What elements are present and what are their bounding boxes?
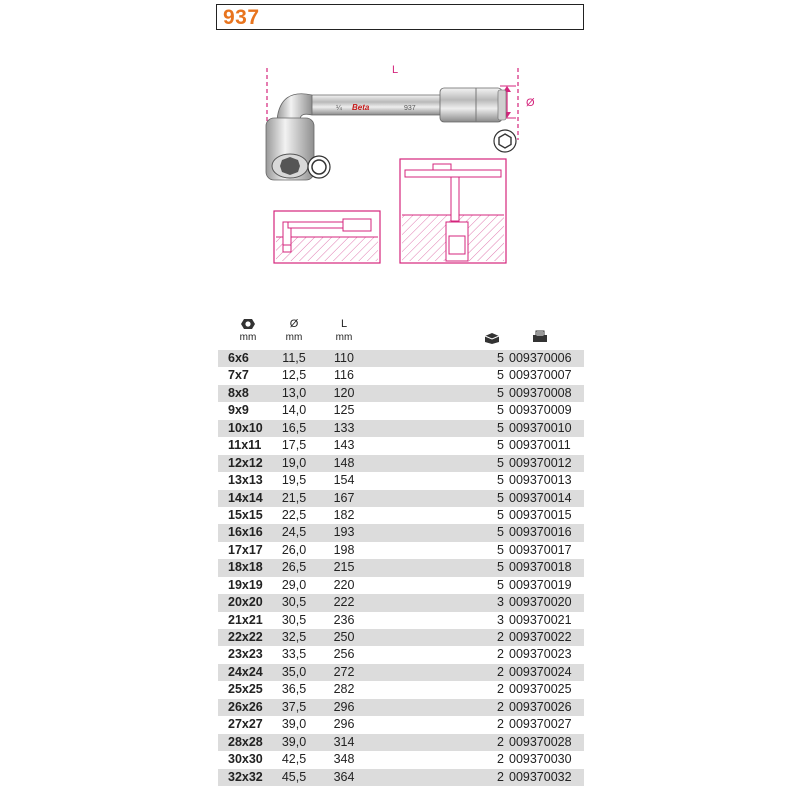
size-cell: 10x10	[228, 420, 263, 435]
length-cell: 143	[333, 438, 355, 453]
size-cell: 24x24	[228, 664, 263, 679]
size-cell: 21x21	[228, 612, 263, 627]
diameter-cell: 32,5	[281, 630, 307, 644]
product-code-cell: 009370013	[509, 473, 572, 488]
diameter-dimension-label: Ø	[526, 97, 535, 109]
table-row	[218, 507, 584, 524]
size-cell: 22x22	[228, 630, 263, 644]
quantity-cell: 5	[497, 438, 504, 453]
table-row	[218, 681, 584, 698]
table-row	[218, 716, 584, 733]
quantity-cell: 2	[497, 734, 504, 749]
product-code-cell: 009370018	[509, 560, 572, 575]
usage-diagram-horizontal	[274, 211, 380, 263]
length-cell: 364	[333, 769, 355, 784]
product-code-cell: 009370014	[509, 490, 572, 505]
diameter-column-header	[274, 318, 314, 343]
product-code-cell: 009370020	[509, 595, 572, 610]
product-code-cell: 009370019	[509, 577, 572, 592]
table-row	[218, 629, 584, 646]
size-cell: 32x32	[228, 769, 263, 784]
product-code-cell: 009370027	[509, 717, 572, 732]
length-column-header	[324, 318, 364, 343]
table-row	[218, 367, 584, 384]
diameter-cell: 16,5	[281, 420, 307, 435]
product-code-cell: 009370021	[509, 612, 572, 627]
quantity-cell: 5	[497, 577, 504, 592]
quantity-cell: 5	[497, 490, 504, 505]
product-code-cell: 009370023	[509, 647, 572, 662]
quantity-cell: 2	[497, 769, 504, 784]
diameter-unit-label: mm	[285, 332, 303, 343]
length-cell: 250	[333, 630, 355, 644]
table-row	[218, 751, 584, 768]
product-code-cell: 009370010	[509, 420, 572, 435]
table-row	[218, 612, 584, 629]
quantity-cell: 5	[497, 368, 504, 383]
diameter-cell: 17,5	[281, 438, 307, 453]
length-cell: 133	[333, 420, 355, 435]
size-cell: 7x7	[228, 368, 249, 383]
diameter-cell: 21,5	[281, 490, 307, 505]
size-cell: 11x11	[228, 438, 262, 453]
size-cell: 26x26	[228, 699, 263, 714]
size-cell: 27x27	[228, 717, 263, 732]
length-cell: 282	[333, 682, 355, 697]
product-code-cell: 009370022	[509, 630, 572, 644]
hex-nut-icon	[241, 318, 255, 330]
length-cell: 193	[333, 525, 355, 540]
diameter-symbol: Ø	[289, 318, 299, 330]
table-row	[218, 646, 584, 663]
diameter-cell: 39,0	[281, 717, 307, 732]
size-cell: 16x16	[228, 525, 263, 540]
quantity-cell: 5	[497, 385, 504, 400]
diameter-cell: 30,5	[281, 595, 307, 610]
size-cell: 20x20	[228, 595, 263, 610]
package-icon	[483, 332, 501, 344]
diameter-cell: 11,5	[282, 351, 306, 365]
size-cell: 25x25	[228, 682, 263, 697]
length-cell: 110	[334, 351, 354, 365]
diameter-cell: 35,0	[281, 664, 307, 679]
size-cell: 30x30	[228, 752, 263, 767]
product-code-cell: 009370007	[509, 368, 572, 383]
diameter-cell: 26,5	[281, 560, 307, 575]
length-cell: 222	[333, 595, 355, 610]
size-cell: 8x8	[228, 385, 249, 400]
quantity-cell: 3	[497, 612, 504, 627]
table-row	[218, 524, 584, 541]
length-cell: 154	[333, 473, 355, 488]
size-cell: 17x17	[228, 542, 263, 557]
svg-text:937: 937	[404, 105, 416, 112]
length-cell: 314	[333, 734, 355, 749]
svg-text:¼: ¼	[336, 105, 342, 112]
table-row	[218, 402, 584, 419]
product-code-cell: 009370025	[509, 682, 572, 697]
diameter-cell: 22,5	[281, 507, 307, 522]
quantity-cell: 5	[497, 507, 504, 522]
quantity-cell: 5	[497, 560, 504, 575]
product-code-cell: 009370009	[509, 403, 572, 418]
product-code-cell: 009370030	[509, 752, 572, 767]
size-unit-label: mm	[239, 332, 257, 343]
quantity-cell: 2	[497, 682, 504, 697]
quantity-cell: 5	[497, 473, 504, 488]
product-code-cell: 009370011	[509, 438, 571, 453]
length-symbol: L	[340, 318, 348, 330]
length-cell: 348	[333, 752, 355, 767]
diameter-cell: 19,0	[281, 455, 307, 470]
usage-diagram-vertical	[400, 159, 506, 263]
diameter-cell: 29,0	[281, 577, 307, 592]
length-cell: 236	[333, 612, 355, 627]
code-column-header	[528, 330, 552, 343]
length-cell: 198	[333, 542, 355, 557]
product-code-cell: 009370032	[509, 769, 572, 784]
quantity-cell: 2	[497, 717, 504, 732]
product-code-title: 937	[223, 6, 260, 29]
diameter-cell: 19,5	[281, 473, 307, 488]
size-cell: 13x13	[228, 473, 263, 488]
size-cell: 28x28	[228, 734, 263, 749]
length-cell: 296	[333, 717, 355, 732]
quantity-cell: 5	[497, 542, 504, 557]
product-code-cell: 009370015	[509, 507, 572, 522]
diameter-cell: 30,5	[281, 612, 307, 627]
table-row	[218, 385, 584, 402]
diameter-cell: 33,5	[281, 647, 307, 662]
size-cell: 23x23	[228, 647, 263, 662]
product-drawing	[0, 0, 800, 320]
size-cell: 6x6	[228, 351, 249, 365]
diameter-cell: 42,5	[281, 752, 307, 767]
length-cell: 220	[333, 577, 355, 592]
length-cell: 167	[333, 490, 355, 505]
table-row	[218, 594, 584, 611]
length-cell: 272	[333, 664, 355, 679]
table-row	[218, 664, 584, 681]
diameter-cell: 39,0	[281, 734, 307, 749]
table-row	[218, 420, 584, 437]
size-cell: 19x19	[228, 577, 263, 592]
length-dimension-label: L	[392, 64, 399, 76]
size-cell: 15x15	[228, 507, 263, 522]
quantity-cell: 2	[497, 752, 504, 767]
table-row	[218, 559, 584, 576]
product-code-cell: 009370012	[509, 455, 572, 470]
length-cell: 256	[333, 647, 355, 662]
quantity-cell: 2	[497, 664, 504, 679]
diameter-cell: 36,5	[281, 682, 307, 697]
length-cell: 182	[333, 507, 355, 522]
length-cell: 116	[334, 368, 354, 383]
table-row	[218, 734, 584, 751]
table-body	[218, 350, 584, 786]
table-row	[218, 769, 584, 786]
size-column-header	[228, 318, 268, 343]
table-row	[218, 542, 584, 559]
size-cell: 18x18	[228, 560, 263, 575]
diameter-cell: 26,0	[281, 542, 307, 557]
quantity-cell: 2	[497, 630, 504, 644]
diameter-cell: 37,5	[281, 699, 307, 714]
size-cell: 9x9	[228, 403, 249, 418]
product-code-cell: 009370016	[509, 525, 572, 540]
table-row	[218, 437, 584, 454]
product-code-cell: 009370026	[509, 699, 572, 714]
length-cell: 120	[333, 385, 355, 400]
quantity-cell: 5	[497, 455, 504, 470]
product-code-cell: 009370006	[509, 351, 572, 365]
quantity-cell: 2	[497, 699, 504, 714]
quantity-cell: 5	[497, 403, 504, 418]
barcode-box-icon	[532, 330, 548, 343]
size-cell: 12x12	[228, 455, 263, 470]
length-unit-label: mm	[335, 332, 353, 343]
quantity-column-header	[480, 332, 504, 344]
diameter-cell: 12,5	[281, 368, 307, 383]
hex-socket-icon	[494, 130, 516, 152]
quantity-cell: 5	[497, 351, 504, 365]
twelve-point-socket-icon	[308, 156, 330, 178]
diameter-cell: 24,5	[281, 525, 307, 540]
table-row	[218, 577, 584, 594]
quantity-cell: 2	[497, 647, 504, 662]
specs-table	[218, 318, 584, 786]
diameter-cell: 14,0	[281, 403, 307, 418]
table-row	[218, 699, 584, 716]
quantity-cell: 3	[497, 595, 504, 610]
quantity-cell: 5	[497, 420, 504, 435]
length-cell: 215	[333, 560, 355, 575]
length-cell: 125	[333, 403, 355, 418]
svg-text:Beta: Beta	[352, 103, 370, 112]
length-cell: 148	[333, 455, 355, 470]
product-code-cell: 009370028	[509, 734, 572, 749]
diameter-cell: 45,5	[281, 769, 307, 784]
table-row	[218, 455, 584, 472]
product-code-cell: 009370017	[509, 542, 572, 557]
product-code-cell: 009370024	[509, 664, 572, 679]
size-cell: 14x14	[228, 490, 263, 505]
table-row	[218, 490, 584, 507]
length-cell: 296	[333, 699, 355, 714]
product-code-cell: 009370008	[509, 385, 572, 400]
table-header	[218, 318, 584, 350]
quantity-cell: 5	[497, 525, 504, 540]
table-row	[218, 472, 584, 489]
diameter-cell: 13,0	[281, 385, 307, 400]
table-row	[218, 350, 584, 367]
